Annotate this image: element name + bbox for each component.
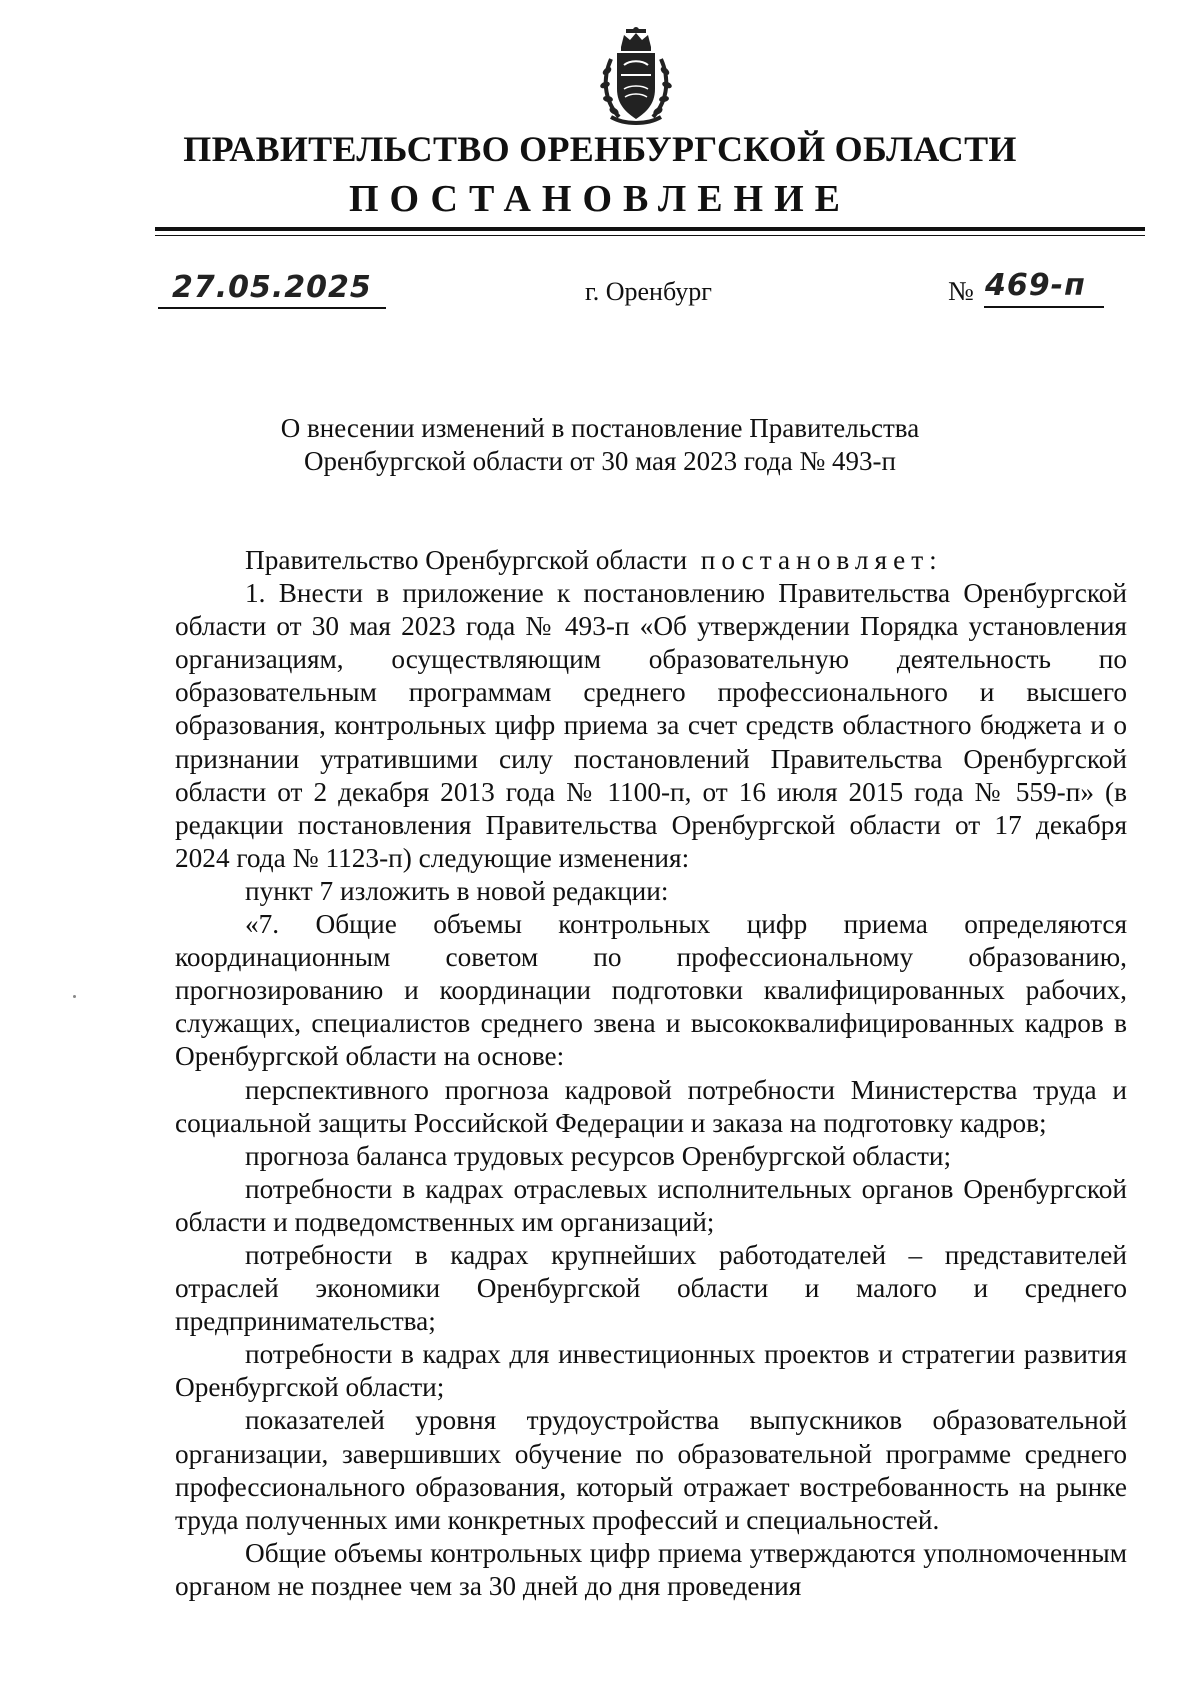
document-city: г. Оренбург [585, 277, 712, 306]
date-underline [158, 307, 386, 309]
body-paragraph: прогноза баланса трудовых ресурсов Оренбургской области; [245, 1140, 952, 1171]
body-paragraph: потребности в кадрах крупнейших работодателей – представителей отраслей экономики Оренбургской области и малого и среднего предпринимательства; [175, 1239, 1127, 1337]
header-rule-thin [155, 235, 1145, 236]
body-paragraph: перспективного прогноза кадровой потребности Министерства труда и социальной защиты Российской Федерации и заказа на подготовку кадров; [175, 1074, 1127, 1138]
resolution-verb: постановляет: [700, 545, 943, 575]
body-paragraph: «7. Общие объемы контрольных цифр приема определяются координационным советом по профессиональному образованию, прогнозированию и координации подготовки квалифицированных рабочих, служащих, специалистов среднего звена и высококвалифицированных кадров в Оренбургской области на основе: [175, 909, 1127, 1072]
number-underline [984, 306, 1104, 308]
coat-of-arms-icon [597, 27, 675, 127]
body-paragraph: пункт 7 изложить в новой редакции: [245, 875, 669, 906]
body-paragraph: потребности в кадрах отраслевых исполнительных органов Оренбургской области и подведомственных им организаций; [175, 1173, 1127, 1237]
subject-line: О внесении изменений в постановление Правительства [280, 413, 920, 443]
document-number: 469-п [985, 268, 1086, 303]
document-date: 27.05.2025 [172, 270, 372, 305]
body-paragraph: потребности в кадрах для инвестиционных проектов и стратегии развития Оренбургской области; [175, 1339, 1127, 1403]
body-paragraph: Общие объемы контрольных цифр приема утверждаются уполномоченным органом не позднее чем за 30 дней до дня проведения [175, 1537, 1127, 1601]
body-paragraph: 1. Внести в приложение к постановлению Правительства Оренбургской области от 30 мая 2023 года № 493-п «Об утверждении Порядка установления организациям, осуществляющим образовательную деятельность по образовательным программам среднего профессионального и высшего образования, контрольных цифр приема за счет средств областного бюджета и о признании утратившими силу постановлений Правительства Оренбургской области от 2 декабря 2013 года № 1100-п, от 16 июля 2015 года № 559-п» (в редакции постановления Правительства Оренбургской области от 17 декабря 2024 года № 1123-п) следующие изменения: [175, 578, 1127, 873]
document-subject [250, 412, 950, 478]
body-paragraph [175, 544, 1127, 577]
header-rule-thick [155, 227, 1145, 231]
document-body [175, 544, 1127, 1603]
organization-title: ПРАВИТЕЛЬСТВО ОРЕНБУРГСКОЙ ОБЛАСТИ [183, 129, 1017, 169]
subject-line: Оренбургской области от 30 мая 2023 года № 493-п [304, 446, 896, 476]
document-kind-title: ПОСТАНОВЛЕНИЕ [348, 178, 852, 220]
scan-speck [73, 995, 76, 998]
body-paragraph: показателей уровня трудоустройства выпускников образовательной организации, завершивших обучение по образовательной программе среднего профессионального образования, который отражает востребованность на рынке труда полученных ими конкретных профессий и специальностей. [175, 1405, 1127, 1535]
resolution-prefix: Правительство Оренбургской области [245, 545, 688, 575]
number-sign: № [948, 276, 974, 306]
